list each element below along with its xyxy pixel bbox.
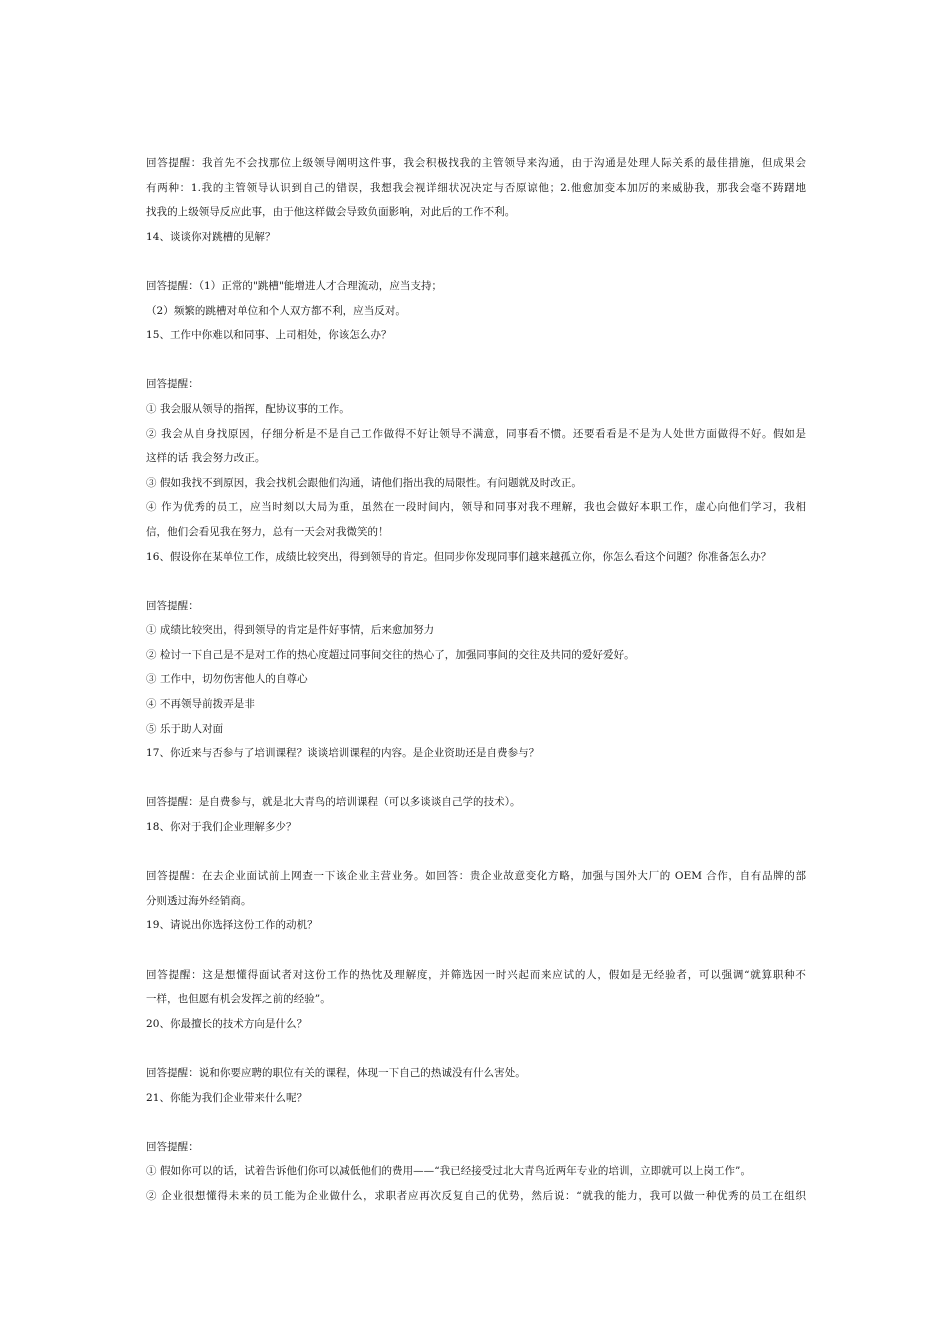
- list-item: ② 企业很想懂得未来的员工能为企业做什么，求职者应再次反复自己的优势，然后说：“就我的能力，我可以做一种优秀的员工在组织: [146, 1189, 806, 1202]
- question-heading: 21、你能为我们企业带来什么呢？: [146, 1091, 308, 1104]
- question-heading: 14、谈谈你对跳槽的见解？: [146, 230, 276, 243]
- list-item: ① 假如你可以的话，试着告诉他们你可以减低他们的费用——“我已经接受过北大青鸟近两年专业的培训，立即就可以上岗工作”。: [146, 1165, 752, 1178]
- blank-line: [146, 1036, 806, 1061]
- list-item: ④ 不再领导前拨弄是非: [146, 698, 255, 711]
- paragraph-line: 回答提醒：是自费参与，就是北大青鸟的培训课程（可以多谈谈自己学的技术）。: [146, 796, 521, 809]
- document-body: [146, 151, 806, 1209]
- blank-line: [146, 938, 806, 963]
- paragraph-line: 回答提醒：（1）正常的"跳槽"能增进人才合理流动，应当支持；: [146, 279, 443, 292]
- paragraph-line: 有两种：1.我的主管领导认识到自己的错误，我想我会视详细状况决定与否原谅他；2.他愈加变本加厉的来威胁我，那我会毫不踌躇地: [146, 181, 806, 194]
- answer-label: 回答提醒：: [146, 378, 199, 391]
- blank-line: [146, 1110, 806, 1135]
- paragraph-line: 回答提醒：我首先不会找那位上级领导阐明这件事，我会积极找我的主管领导来沟通，由于沟通是处理人际关系的最佳措施，但成果会: [146, 157, 806, 169]
- list-item: ① 我会服从领导的指挥，配协议事的工作。: [146, 402, 350, 415]
- list-item: ③ 假如我找不到原因，我会找机会跟他们沟通，请他们指出我的局限性。有问题就及时改正。: [146, 476, 582, 489]
- list-item-continuation: 信，他们会看见我在努力，总有一天会对我微笑的！: [146, 525, 389, 538]
- blank-line: [146, 348, 806, 373]
- paragraph-line: 一样，也但愿有机会发挥之前的经验”。: [146, 993, 331, 1006]
- question-heading: 20、你最擅长的技术方向是什么？: [146, 1017, 308, 1030]
- list-item-continuation: 这样的话 我会努力改正。: [146, 452, 266, 465]
- question-heading: 16、假设你在某单位工作，成绩比较突出，得到领导的肯定。但同步你发现同事们越来越孤立你，你怎么看这个问题？你准备怎么办？: [146, 550, 772, 563]
- list-item: ② 我会从自身找原因，仔细分析是不是自己工作做得不好让领导不满意，同事看不惯。还要看看是不是为人处世方面做得不好。假如是: [146, 427, 806, 440]
- paragraph-line: 回答提醒：在去企业面试前上网查一下该企业主营业务。如回答：贵企业故意变化方略，加强与国外大厂的 OEM 合作，自有品牌的部: [146, 870, 806, 883]
- paragraph-line: 回答提醒：说和你要应聘的职位有关的课程，体现一下自己的热诚没有什么害处。: [146, 1066, 526, 1079]
- blank-line: [146, 569, 806, 594]
- list-item: ② 检讨一下自己是不是对工作的热心度超过同事间交往的热心了，加强同事间的交往及共同的爱好爱好。: [146, 648, 635, 661]
- answer-label: 回答提醒：: [146, 1140, 199, 1153]
- list-item: ⑤ 乐于助人对面: [146, 722, 224, 735]
- question-heading: 19、请说出你选择这份工作的动机？: [146, 919, 318, 932]
- blank-line: [146, 840, 806, 865]
- question-heading: 17、你近来与否参与了培训课程？谈谈培训课程的内容。是企业资助还是自费参与？: [146, 747, 540, 760]
- list-item: ③ 工作中，切勿伤害他人的自尊心: [146, 673, 308, 686]
- list-item: ① 成绩比较突出，得到领导的肯定是件好事情，后来愈加努力: [146, 624, 435, 637]
- list-item: ④ 作为优秀的员工，应当时刻以大局为重，虽然在一段时间内，领导和同事对我不理解，我也会做好本职工作，虚心向他们学习，我相: [146, 501, 806, 514]
- blank-line: [146, 766, 806, 791]
- answer-label: 回答提醒：: [146, 599, 199, 612]
- question-heading: 15、工作中你难以和同事、上司相处，你该怎么办？: [146, 329, 392, 342]
- blank-line: [146, 249, 806, 274]
- paragraph-line: 回答提醒：这是想懂得面试者对这份工作的热忱及理解度，并筛选因一时兴起而来应试的人，假如是无经验者，可以强调“就算职种不: [146, 968, 806, 981]
- paragraph-line: （2）频繁的跳槽对单位和个人双方都不利，应当反对。: [146, 304, 406, 317]
- question-heading: 18、你对于我们企业理解多少？: [146, 821, 297, 834]
- paragraph-line: 找我的上级领导反应此事，由于他这样做会导致负面影响，对此后的工作不利。: [146, 206, 516, 219]
- paragraph-line: 分则透过海外经销商。: [146, 894, 252, 907]
